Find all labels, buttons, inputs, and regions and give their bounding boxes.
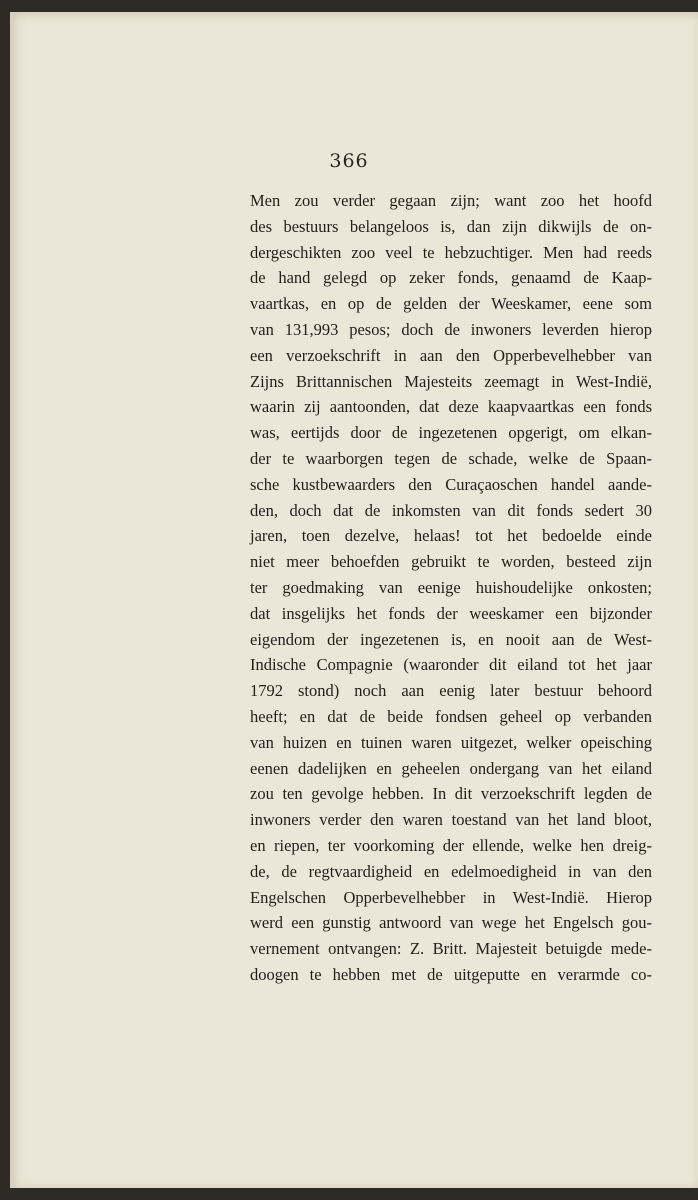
text-line: en riepen, ter voorkoming der ellende, welke hen dreig- xyxy=(250,835,652,855)
page-edge xyxy=(10,12,14,1188)
page-number: 366 xyxy=(329,150,369,172)
text-line: Men zou verder gegaan zijn; want zoo het hoofd xyxy=(250,191,652,210)
text-line: doogen te hebben met de uitgeputte en verarmde co- xyxy=(250,964,652,984)
text-line: was, eertijds door de ingezetenen opgerigt, om elkan- xyxy=(250,423,652,443)
text-line: dergeschikten zoo veel te hebzuchtiger. Men had reeds xyxy=(250,242,652,262)
text-line: inwoners verder den waren toestand van het land bloot, xyxy=(250,810,652,830)
text-line: jaren, toen dezelve, helaas! tot het bedoelde einde xyxy=(250,526,652,546)
text-line: eigendom der ingezetenen is, en nooit aan de West- xyxy=(250,629,652,649)
text-line: Zijns Brittannischen Majesteits zeemagt in West-Indië, xyxy=(250,371,652,391)
text-line: van 131,993 pesos; doch de inwoners leverden hierop xyxy=(250,319,652,339)
text-line: vernement ontvangen: Z. Britt. Majesteit betuigde mede- xyxy=(250,939,652,959)
text-line: sche kustbewaarders den Curaçaoschen handel aande- xyxy=(250,474,652,494)
text-line: Indische Compagnie (waaronder dit eiland tot het jaar xyxy=(250,655,652,675)
text-line: waarin zij aantoonden, dat deze kaapvaartkas een fonds xyxy=(250,397,652,417)
text-line: der te waarborgen tegen de schade, welke de Spaan- xyxy=(250,448,652,468)
text-line: den, doch dat de inkomsten van dit fonds sedert 30 xyxy=(250,500,652,520)
text-line: vaartkas, en op de gelden der Weeskamer, eene som xyxy=(250,294,652,314)
text-line: Engelschen Opperbevelhebber in West-Indië. Hierop xyxy=(250,887,652,907)
text-line: zou ten gevolge hebben. In dit verzoekschrift legden de xyxy=(250,784,652,804)
text-line: werd een gunstig antwoord van wege het Engelsch gou- xyxy=(250,913,652,933)
text-line: niet meer behoefden gebruikt te worden, besteed zijn xyxy=(250,552,652,572)
text-line: van huizen en tuinen waren uitgezet, welker opeisching xyxy=(250,732,652,752)
text-line: eenen dadelijken en geheelen ondergang van het eiland xyxy=(250,758,652,778)
text-line: heeft; en dat de beide fondsen geheel op verbanden xyxy=(250,706,652,726)
text-line: 1792 stond) noch aan eenig later bestuur behoord xyxy=(250,681,652,701)
text-line: een verzoekschrift in aan den Opperbevelhebber van xyxy=(250,345,652,365)
text-line: de, de regtvaardigheid en edelmoedigheid in van den xyxy=(250,861,652,881)
text-line: de hand gelegd op zeker fonds, genaamd de Kaap- xyxy=(250,268,652,288)
text-line: dat insgelijks het fonds der weeskamer een bijzonder xyxy=(250,603,652,623)
text-line: ter goedmaking van eenige huishoudelijke onkosten; xyxy=(250,577,652,597)
text-line: des bestuurs belangeloos is, dan zijn dikwijls de on- xyxy=(250,216,652,236)
body-text xyxy=(250,188,652,988)
